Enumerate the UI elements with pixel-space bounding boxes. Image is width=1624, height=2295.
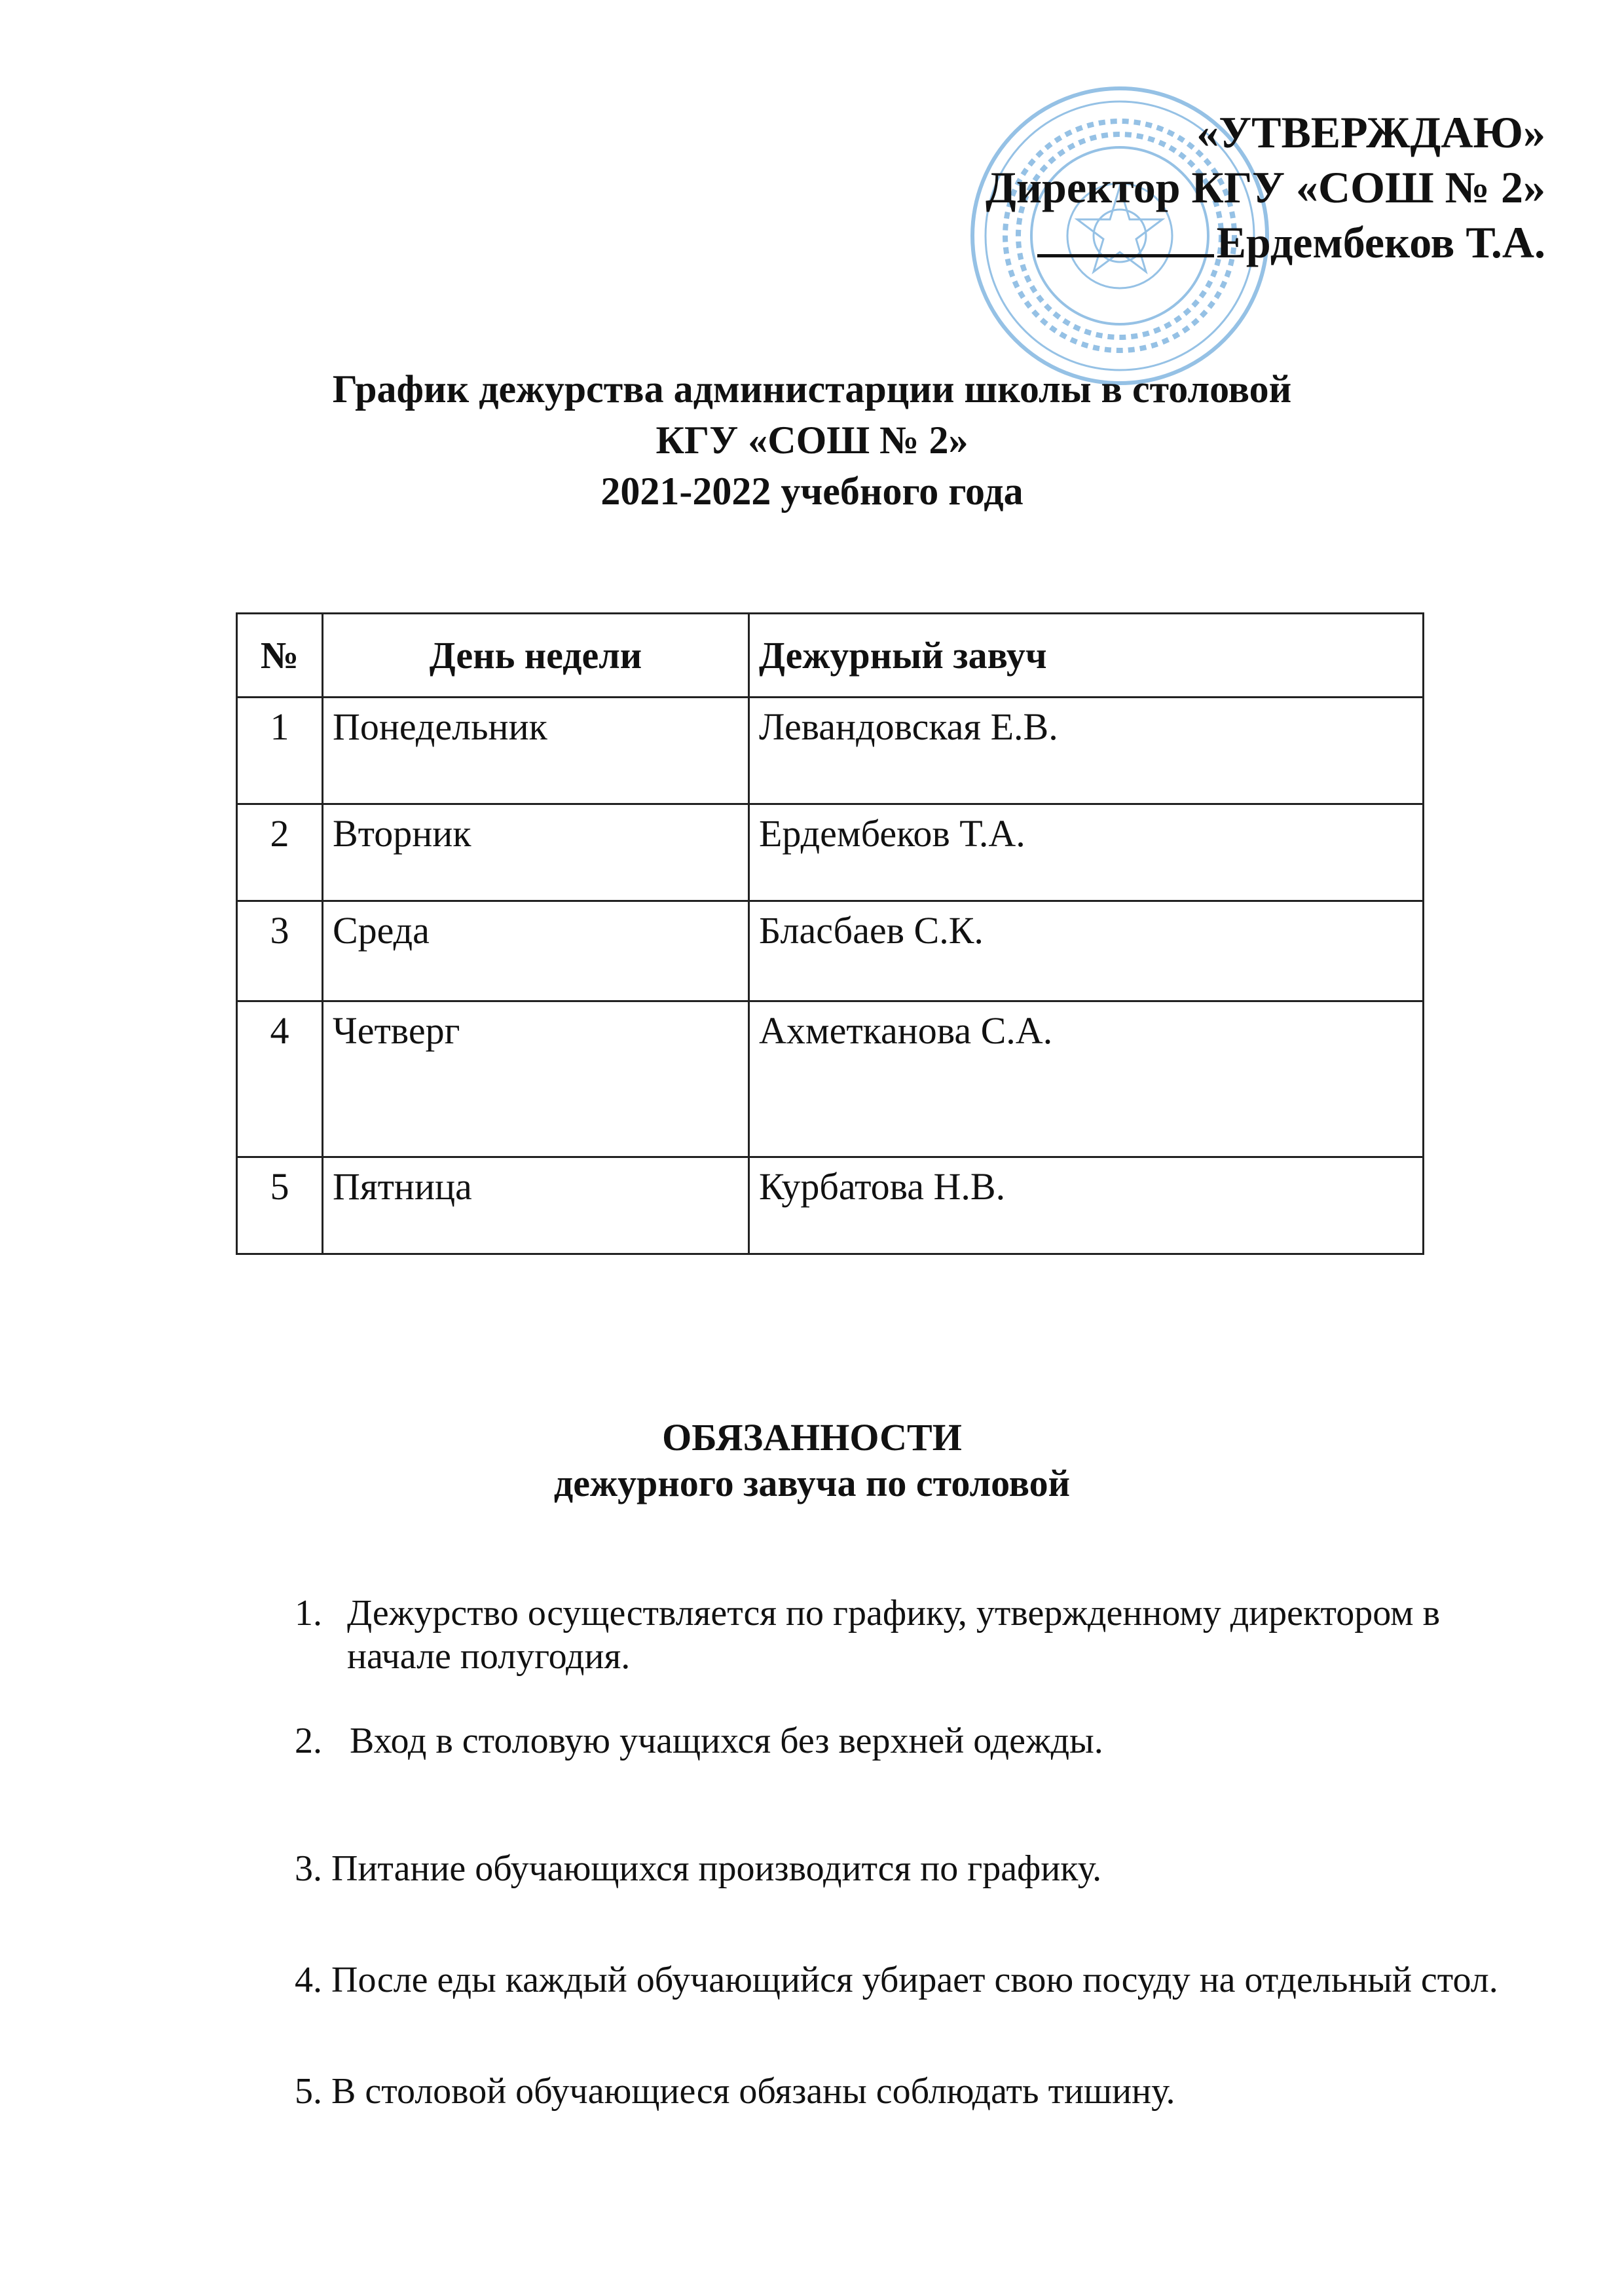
- header-number: №: [237, 614, 323, 698]
- row-weekday: Понедельник: [323, 698, 749, 804]
- row-number: 4: [237, 1001, 323, 1157]
- duties-subheading: дежурного завуча по столовой: [553, 1462, 1071, 1504]
- table-row: [237, 1001, 1424, 1157]
- row-weekday: Четверг: [323, 1001, 749, 1157]
- row-duty-person: Бласбаев С.К.: [749, 901, 1424, 1001]
- row-number: 2: [237, 804, 323, 901]
- title-line-2: КГУ «СОШ № 2»: [655, 419, 969, 462]
- table-row: [237, 1157, 1424, 1254]
- row-duty-person: Ердембеков Т.А.: [749, 804, 1424, 901]
- document-title: [196, 364, 1428, 517]
- approval-director-name: Ердембеков Т.А.: [1216, 217, 1545, 267]
- list-item-text: После еды каждый обучающийся убирает свою посуду на отдельный стол.: [331, 1960, 1498, 2000]
- table-row: [237, 804, 1424, 901]
- list-item: [295, 1958, 1498, 2002]
- duties-heading-block: [196, 1415, 1428, 1506]
- title-line-3: 2021-2022 учебного года: [600, 470, 1024, 513]
- approval-block: [851, 105, 1545, 270]
- approval-position: Директор КГУ «СОШ № 2»: [986, 162, 1545, 212]
- list-item-number: 2.: [295, 1721, 322, 1761]
- row-number: 5: [237, 1157, 323, 1254]
- row-weekday: Среда: [323, 901, 749, 1001]
- table-row: [237, 901, 1424, 1001]
- list-item-number: 4.: [295, 1960, 322, 2000]
- title-line-1: График дежурства администарции школы в столовой: [332, 367, 1292, 411]
- row-duty-person: Левандовская Е.В.: [749, 698, 1424, 804]
- table-header-row: [237, 614, 1424, 698]
- list-item-text: В столовой обучающиеся обязаны соблюдать тишину.: [331, 2071, 1175, 2112]
- duty-schedule-table: [236, 612, 1424, 1255]
- list-item: [295, 1592, 1473, 1678]
- list-item: [295, 2070, 1175, 2113]
- table-row: [237, 698, 1424, 804]
- row-duty-person: Курбатова Н.В.: [749, 1157, 1424, 1254]
- list-item: [295, 1719, 1103, 1763]
- list-item-number: 3.: [295, 1848, 322, 1889]
- row-number: 3: [237, 901, 323, 1001]
- header-weekday: День недели: [323, 614, 749, 698]
- list-item: [295, 1847, 1101, 1890]
- approval-signature-row: [851, 215, 1545, 270]
- row-weekday: Пятница: [323, 1157, 749, 1254]
- list-item-text: Дежурство осуществляется по графику, утвержденному директором в начале полугодия.: [347, 1593, 1441, 1677]
- signature-line: [1037, 215, 1214, 257]
- list-item-number: 1.: [295, 1593, 322, 1633]
- list-item-number: 5.: [295, 2071, 322, 2112]
- header-duty-person: Дежурный завуч: [749, 614, 1424, 698]
- list-item-text: Питание обучающихся производится по графику.: [331, 1848, 1102, 1889]
- row-number: 1: [237, 698, 323, 804]
- approval-heading: «УТВЕРЖДАЮ»: [1196, 107, 1545, 157]
- duties-heading: ОБЯЗАННОСТИ: [662, 1416, 962, 1459]
- row-weekday: Вторник: [323, 804, 749, 901]
- list-item-text: Вход в столовую учащихся без верхней одежды.: [350, 1721, 1103, 1761]
- row-duty-person: Ахметканова С.А.: [749, 1001, 1424, 1157]
